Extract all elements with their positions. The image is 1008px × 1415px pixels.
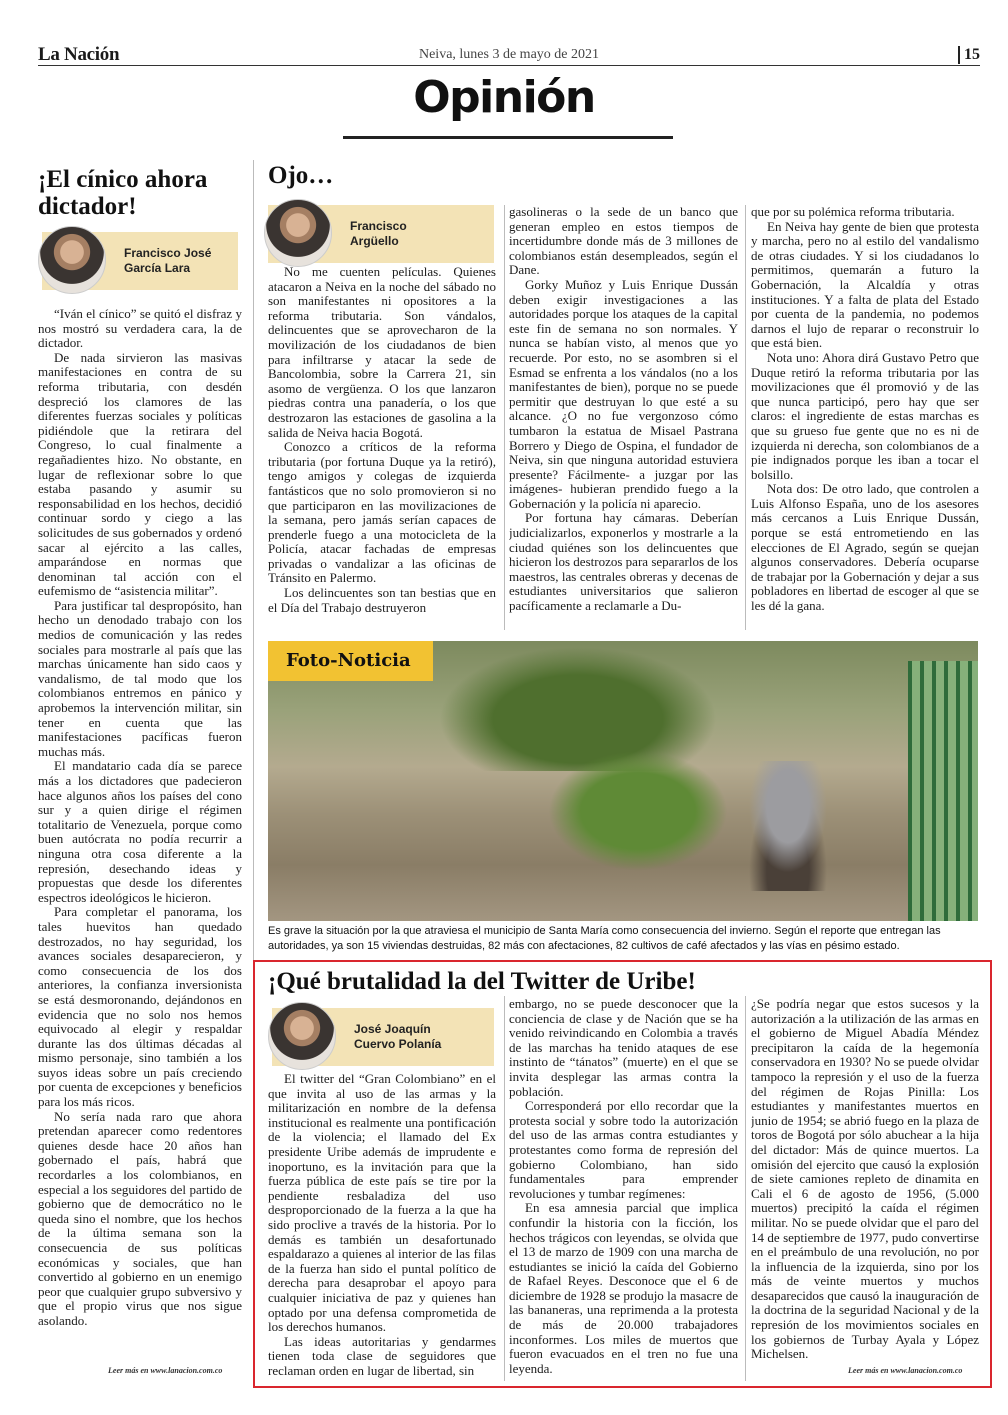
paragraph: De nada sirvieron las masivas manifestaciones en contra de su reforma tributaria, con desdén despreció los clamores de las diferentes fuerzas sociales y políticas pidiéndole que la retirara del Congreso, lo cual finalmente a regañadientes hizo. No obstante, en lugar de reflexionar sobre lo que estaba pasando y asumir su responsabilidad en los hechos, decidió continuar sordo y ciego a las solicitudes de sus gobernados y ordenó sacar al ejército a las calles, amparándose en normas que denominan tal acción con el eufemismo de “asistencia militar”. xyxy=(38,349,242,599)
foto-noticia-badge: Foto-Noticia xyxy=(268,641,433,681)
article1-byline xyxy=(42,232,238,290)
paragraph: Las ideas autoritarias y gendarmes tienen toda clase de seguidores que reclaman orden en lugar de libertad, sin xyxy=(268,1333,496,1378)
paragraph: El twitter del “Gran Colombiano” en el que invita al uso de las armas y la militarización en nombre de la defensa institucional es realmente una pontificación de la violencia; el llamado del Ex presidente Uribe además de imprudente e inoportuno, es la invitación para que la fuerza pública de este país se tire por la pendiente resbaladiza del uso desproporcionado de la fuerza a la que ha sido proclive a través de la historia. Por lo demás es también un desafortunado espaldarazo a quienes al interior de las filas de la fuerza han sido el puntal político de derecha para desaprobar el apoyo para cualquier iniciativa de paz y quienes han optado por una defensa comprometida de los derechos humanos. xyxy=(268,1072,496,1335)
paragraph: gasolineras o la sede de un banco que generan empleo en estos tiempos de incertidumbre donde más de 3 millones de colombianos están desempleados, según el Dane. xyxy=(509,205,738,278)
read-more-link[interactable]: Leer más en www.lanacion.com.co xyxy=(108,1366,223,1375)
paragraph: No me cuenten películas. Quienes atacaron a Neiva en la noche del sábado no son manifestantes ni opositores a la reforma tributaria. Son vándalos, delincuentes que se aprovecharon de la movilización de los ciudadanos de bien para infiltrarse y atacar la sede de Bancolombia, sobre la Carrera 21, sin asomo de vergüenza. O los que lanzaron piedras contra una panadería, o los que destrozaron las estaciones de gasolina a la salida de Neiva hacia Bogotá. xyxy=(268,265,496,440)
paragraph: Los delincuentes son tan bestias que en el Día del Trabajo destruyeron xyxy=(268,585,496,615)
section-title-underline xyxy=(343,136,673,139)
article2-body-col1 xyxy=(268,265,496,631)
author-photo xyxy=(264,199,332,267)
masthead xyxy=(38,44,980,66)
paragraph: Conozco a críticos de la reforma tributaria (por fortuna Duque ya la retiró), tengo amigos y colegas de izquierda fantásticos que no solo promovieron si no que participaron en las movilizaciones de la semana, pero jamás serían capaces de prenderle fuego a una motocicleta de la Policía, atacar fachadas de empresas privadas o vandalizar a las oficinas de Tránsito en Palermo. xyxy=(268,439,496,586)
author-name[interactable]: Francisco Argüello xyxy=(350,219,407,248)
paragraph: No sería nada raro que ahora pretendan aparecer como redentores quienes desde hace 20 años han gobernado el país, habrá que recordarles a los colombianos, en especial a los seguidores del partido de gobierno que de democrático no le queda sino el nombre, que los hechos de la última semana son la consecuencia de sus políticas económicas y sociales, que han convertido al gobierno en un enemigo peor que cualquier grupo subversivo y que el propio virus que nos sigue asolando. xyxy=(38,1108,242,1328)
page-number: 15 xyxy=(958,46,980,64)
paragraph: Nota dos: De otro lado, que controlen a Luis Alfonso España, uno de los asesores más cercanos a Luis Enrique Dussán, porque se está entrometiendo en las elecciones de El Agrado, según se quejan algunos conservadores. Debería ocuparse de trabajar por la Gobernación y dejar a sus pobladores en libertad de escoger al que se les dé la gana. xyxy=(751,481,979,614)
article3-byline xyxy=(272,1008,494,1066)
article1-headline[interactable]: ¡El cínico ahora dictador! xyxy=(38,166,208,220)
paragraph: ¿Se podría negar que estos sucesos y la autorización a la utilización de las armas en el gobierno de Miguel Abadía Méndez precipitaron la caída de la hegemonía conservadora en 1930? No se puede olvidar tampoco la represión y el uso de la fuerza del régimen de Rojas Pinilla: Los estudiantes y manifestantes muertos en junio de 1954; se abrió fuego en la plaza de toros de Bogotá por sólo abuchear a la hija del dictador: Más de quince muertos. La omisión del ejercito que causó la explosión de siete camiones repleto de dinamita en Cali el 6 de agosto de 1956, (5.000 muertos) precipitó la caída el régimen militar. No se puede olvidar que el paro del 14 de septiembre de 1977, pudo convertirse en el preámbulo de una revolución, no por la influencia de la izquierda, sino por los más de veinte muertos y muchos desaparecidos que causó la inauguración de la doctrina de la seguridad Nacional y de la represión de los movimientos sociales en los gobiernos de Turbay Ayala y López Michelsen. xyxy=(751,997,979,1362)
article2-body-col3 xyxy=(751,205,979,631)
paragraph: Por fortuna hay cámaras. Deberían judicializarlos, exponerlos y mostrarle a la ciudad quiénes son los delincuentes que hicieron los destrozos para separarlos de los maestros, las centrales obreras y decenas de estudiantes universitarios que salieron pacíficamente a reclamarle a Du- xyxy=(509,510,738,614)
column-divider xyxy=(745,205,746,630)
paragraph: El mandatario cada día se parece más a los dictadores que padecieron hace algunos años los países del cono sur y a quien dirige el régimen totalitario de Venezuela, porque como buen autócrata no podía recurrir a ninguna otra cosa diferente a la represión, desechando ideas y propuestas que desde los diferentes espectros ideológicos le hicieron. xyxy=(38,758,242,905)
author-photo xyxy=(38,226,106,294)
section-title: Opinión xyxy=(413,72,595,123)
article3-body-col3 xyxy=(751,997,979,1364)
article2-headline[interactable]: Ojo… xyxy=(268,162,334,189)
article1-body xyxy=(38,307,242,1362)
author-name[interactable]: José Joaquín Cuervo Polanía xyxy=(354,1022,442,1051)
paragraph: Nota uno: Ahora dirá Gustavo Petro que Duque retiró la reforma tributaria por las movilizaciones que él promovió y de las que nunca participó, pero hay que ser claros: el ingrediente de estas marchas es que su grueso fue gente que no es ni de izquierda ni derecha, son colombianos de a pie indignados porque les iban a tocar el bolsillo. xyxy=(751,349,979,482)
author-photo xyxy=(268,1002,336,1070)
dateline: Neiva, lunes 3 de mayo de 2021 xyxy=(418,47,599,62)
read-more-link[interactable]: Leer más en www.lanacion.com.co xyxy=(848,1366,963,1375)
paragraph: que por su polémica reforma tributaria. xyxy=(751,205,955,219)
article3-headline[interactable]: ¡Qué brutalidad la del Twitter de Uribe! xyxy=(268,968,696,995)
paragraph: embargo, no se puede desconocer que la conciencia de clase y de Nación que se ha venido reivindicando en Colombia a través de las marchas ha tenido ataques de ese instinto de “tánatos” (muerte) en el que se invita desplegar las armas contra la población. xyxy=(509,997,738,1099)
column-divider xyxy=(504,205,505,630)
photo-person xyxy=(738,761,838,891)
photo-fence xyxy=(908,661,978,921)
paragraph: Para justificar tal despropósito, han hecho un denodado trabajo con los medios de comunicación y las redes sociales para mostrarle al país que las marchas únicamente han sido caos y vandalismo, de tal modo que los colombianos entremos en pánico y aprobemos la intervención militar, sin tener en cuenta que las manifestaciones pacíficas fueron muchas más. xyxy=(38,597,242,759)
paragraph: Gorky Muñoz y Luis Enrique Dussán deben exigir investigaciones a las autoridades porque los ataques de la capital este fin de semana no son normales. Y nunca se habían visto, al menos que yo recuerde. Por esto, no se asombren si el Esmad se enfrenta a los vándalos (no a los manifestantes de bien), porque no se puede permitir que destruyan lo que esté a su alcance. ¿O no fue vergonzoso cómo tumbaron la estatua de Misael Pastrana Borrero y Diego de Ospina, el fundador de Neiva, sin que ninguna autoridad estuviera presente? Fácilmente- a juzgar por las imágenes- hubieran prendido fuego a la Gobernación y la policía ni aparecio. xyxy=(509,276,738,511)
photo-caption: Es grave la situación por la que atraviesa el municipio de Santa María como consecuencia del invierno. Según el reporte que entregan las autoridades, ya son 15 viviendas destruidas, 82 más con afectaciones, 82 cultivos de café afectados y las vías en pésimo estado. xyxy=(268,925,941,952)
photo-vegetation xyxy=(548,751,728,871)
paragraph: En esa amnesia parcial que implica confundir la historia con la ficción, los hechos trágicos con leyendas, se olvida que el 13 de marzo de 1909 con una marcha de estudiantes se inició la caída del Gobierno de Rafael Reyes. Desconoce que el 6 de diciembre de 1928 se produjo la masacre de las bananeras, una reprimenda a la protesta de más de 20.000 trabajadores inconformes. Los miles de muertos que fueron evacuados en el tren no fue una leyenda. xyxy=(509,1200,738,1376)
article3-body-col1 xyxy=(268,1072,496,1384)
article2-byline xyxy=(268,205,494,263)
paragraph: Para completar el panorama, los tales huevitos han quedado destrozados, no hay seguridad, los avances sociales desaparecieron, y como consecuencia de los dos anteriores, la confianza inversionista se está desmoronando, dejándonos en evidencia que no solo nos hemos equivocado al elegir y respaldar durante las dos últimas décadas al mismo personaje, sino también a los suyos ideas sobre un país creciendo por cuenta de excepciones y beneficios para los más ricos. xyxy=(38,904,242,1110)
paragraph: “Iván el cínico” se quitó el disfraz y nos mostró su verdadera cara, la de dictador. xyxy=(38,307,242,351)
news-photo[interactable] xyxy=(268,641,978,921)
paragraph: En Neiva hay gente de bien que protesta y marcha, pero no al estilo del vandalismo de otras ciudades. Y si los ciudadanos lo permitimos, quemarán a futuro la Gobernación, la Alcaldía y otras instituciones. Y a falta de plata del Estado por cuenta de la pandemia, no podemos darnos el lujo de reparar o reconstruir lo que está bien. xyxy=(751,218,979,351)
paragraph: Corresponderá por ello recordar que la protesta social y sobre todo la autorización del uso de las armas contra estudiantes y protestantes como forma de represión del gobierno Colombiano, han sido fundamentales para emprender revoluciones y tumbar regímenes: xyxy=(509,1098,738,1201)
article3-body-col2 xyxy=(509,997,738,1384)
author-name[interactable]: Francisco José García Lara xyxy=(124,246,212,275)
newspaper-logo[interactable]: La Nación xyxy=(38,44,120,65)
article2-body-col2 xyxy=(509,205,738,631)
